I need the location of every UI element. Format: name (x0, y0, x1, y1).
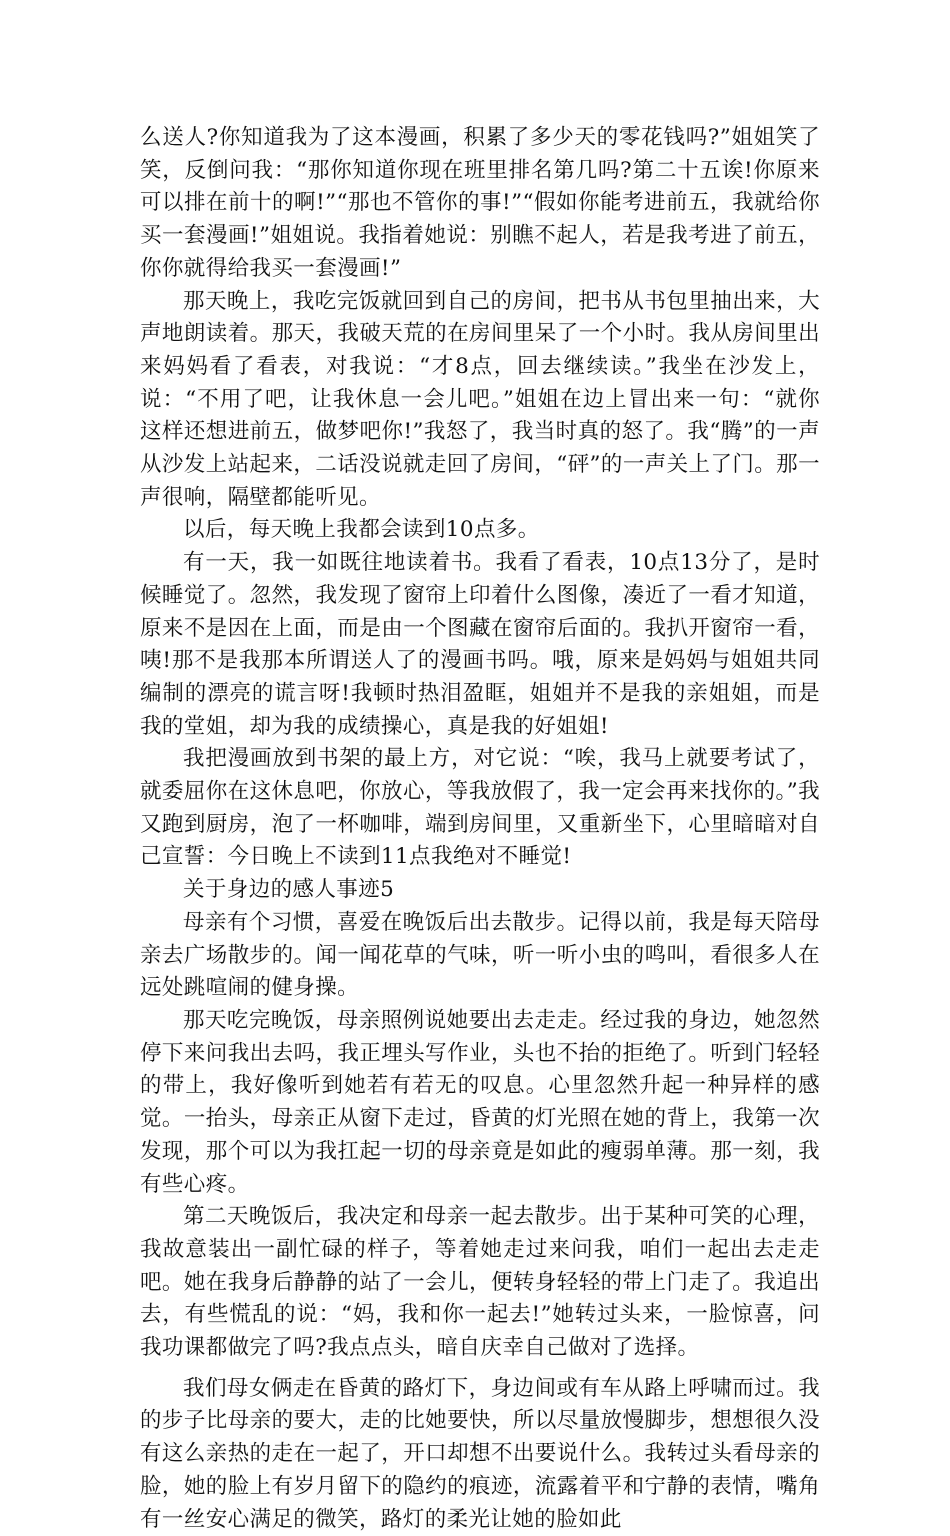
paragraph-1: 么送人?你知道我为了这本漫画，积累了多少天的零花钱吗?”姐姐笑了笑，反倒问我：“那你知道你现在班里排名第几吗?第二十五诶!你原来可以排在前十的啊!”“那也不管你的事!”“假如你能考进前五，我就给你买一套漫画!”姐姐说。我指着她说：别瞧不起人，若是我考进了前五，你你就得给我买一套漫画!” (140, 125, 820, 281)
paragraph-6: 母亲有个习惯，喜爱在晚饭后出去散步。记得以前，我是每天陪母亲去广场散步的。闻一闻花草的气味，听一听小虫的鸣叫，看很多人在远处跳喧闹的健身操。 (140, 909, 820, 1001)
paragraph-8: 第二天晚饭后，我决定和母亲一起去散步。出于某种可笑的心理，我故意装出一副忙碌的样子，等着她走过来问我，咱们一起出去走走吧。她在我身后静静的站了一会儿，便转身轻轻的带上门走了。我追出去，有些慌乱的说：“妈，我和你一起去!”她转过头来，一脸惊喜，问我功课都做完了吗?我点点头，暗自庆幸自己做对了选择。 (140, 1204, 820, 1361)
paragraph-3: 以后，每天晚上我都会读到10点多。 (183, 517, 540, 543)
paragraph-2: 那天晚上，我吃完饭就回到自己的房间，把书从书包里抽出来，大声地朗读着。那天，我破天荒的在房间里呆了一个小时。我从房间里出来妈妈看了看表，对我说：“才8点，回去继续读。”我坐在沙发上，说：“不用了吧，让我休息一会儿吧。”姐姐在边上冒出来一句：“就你这样还想进前五，做梦吧你!”我怒了，我当时真的怒了。我“腾”的一声从沙发上站起来，二话没说就走回了房间，“砰”的一声关上了门。那一声很响，隔壁都能听见。 (140, 288, 820, 510)
paragraph-9: 我们母女俩走在昏黄的路灯下，身边间或有车从路上呼啸而过。我的步子比母亲的要大，走的比她要快，所以尽量放慢脚步，想想很久没有这么亲热的走在一起了，开口却想不出要说什么。我转过头看母亲的脸，她的脸上有岁月留下的隐约的痕迹，流露着平和宁静的表情，嘴角有一丝安心满足的微笑，路灯的柔光让她的脸如此 (140, 1375, 820, 1532)
section-heading: 关于身边的感人事迹5 (183, 877, 395, 903)
document-body (140, 122, 820, 1536)
paragraph-7: 那天吃完晚饭，母亲照例说她要出去走走。经过我的身边，她忽然停下来问我出去吗，我正埋头写作业，头也不抬的拒绝了。听到门轻轻的带上，我好像听到她若有若无的叹息。心里忽然升起一种异样的感觉。一抬头，母亲正从窗下走过，昏黄的灯光照在她的背上，我第一次发现，那个可以为我扛起一切的母亲竟是如此的瘦弱单薄。那一刻，我有些心疼。 (140, 1007, 820, 1197)
paragraph-5: 我把漫画放到书架的最上方，对它说：“唉，我马上就要考试了，就委屈你在这休息吧，你放心，等我放假了，我一定会再来找你的。”我又跑到厨房，泡了一杯咖啡，端到房间里，又重新坐下，心里暗暗对自己宣誓：今日晚上不读到11点我绝对不睡觉! (140, 746, 820, 870)
paragraph-4: 有一天，我一如既往地读着书。我看了看表，10点13分了，是时候睡觉了。忽然，我发现了窗帘上印着什么图像，凑近了一看才知道，原来不是因在上面，而是由一个图藏在窗帘后面的。我扒开窗帘一看，咦!那不是我那本所谓送人了的漫画书吗。哦，原来是妈妈与姐姐共同编制的漂亮的谎言呀!我顿时热泪盈眶，姐姐并不是我的亲姐姐，而是我的堂姐，却为我的成绩操心，真是我的好姐姐! (140, 550, 820, 739)
